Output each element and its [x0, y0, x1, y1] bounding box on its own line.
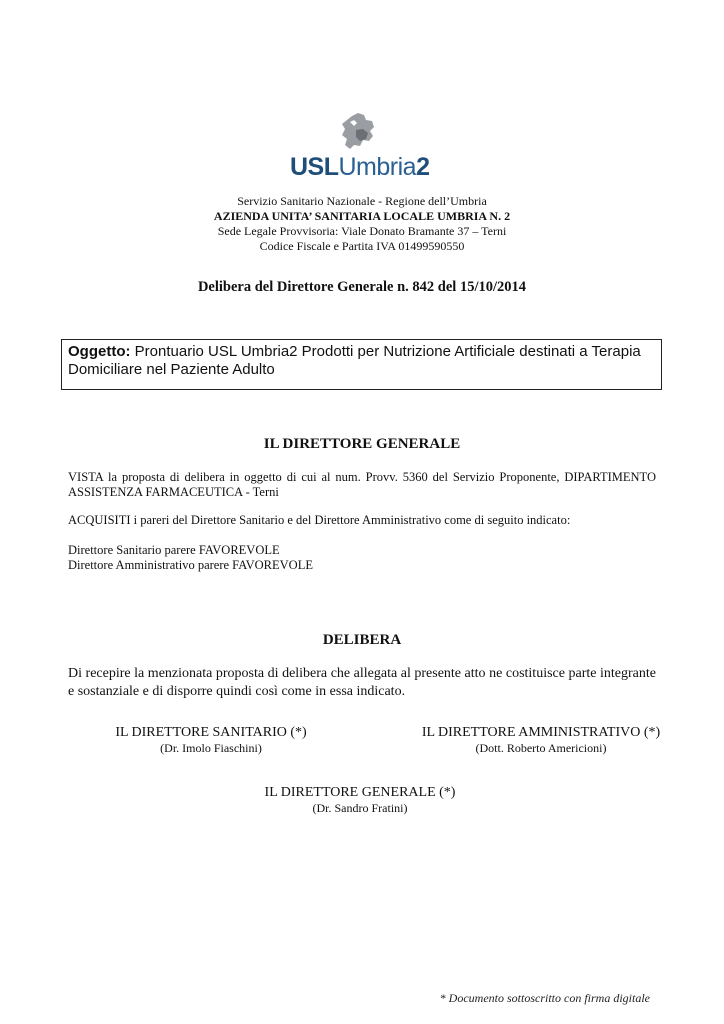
vista-paragraph: VISTA la proposta di delibera in oggetto di cui al num. Provv. 5360 del Servizio Proponente, DIPARTIMENTO ASSISTENZA FARMACEUTICA - Terni: [68, 470, 656, 499]
header-line-1: Servizio Sanitario Nazionale - Regione dell’Umbria: [237, 194, 487, 208]
decision-paragraph: Di recepire la menzionata proposta di delibera che allegata al presente atto ne costituisce parte integrante e sostanziale e di disporre quindi così come in essa indicato.: [68, 666, 656, 699]
umbria-map-icon: [290, 112, 435, 154]
director-heading: IL DIRETTORE GENERALE: [263, 436, 461, 452]
digital-signature-note: * Documento sottoscritto con firma digitale: [439, 991, 650, 1005]
signature-name: (Dott. Roberto Americioni): [475, 741, 607, 755]
signature-role: IL DIRETTORE GENERALE (*): [264, 785, 456, 800]
opinion-amministrativo: Direttore Amministrativo parere FAVOREVOLE: [68, 558, 313, 572]
usl-umbria2-logo: [290, 112, 435, 182]
opinion-sanitario: Direttore Sanitario parere FAVOREVOLE: [68, 543, 280, 557]
subject-box: [61, 339, 662, 390]
signature-name: (Dr. Imolo Fiaschini): [160, 741, 262, 755]
subject-text: Prontuario USL Umbria2 Prodotti per Nutrizione Artificiale destinati a Terapia Domiciliare nel Paziente Adulto: [68, 343, 641, 378]
document-title: Delibera del Direttore Generale n. 842 del 15/10/2014: [197, 279, 527, 295]
logo-text: [290, 152, 435, 182]
signature-role: IL DIRETTORE SANITARIO (*): [115, 725, 307, 740]
signature-amministrativo: [406, 724, 676, 756]
signature-generale: [235, 784, 485, 816]
signature-name: (Dr. Sandro Fratini): [312, 801, 408, 815]
logo-umbria: Umbria: [338, 153, 417, 181]
delibera-heading: DELIBERA: [322, 632, 402, 648]
logo-usl: USL: [290, 153, 339, 181]
signature-sanitario: [100, 724, 322, 756]
logo-number: 2: [416, 153, 430, 181]
opinions-list: [68, 543, 656, 573]
subject-label: Oggetto:: [68, 343, 131, 360]
letterhead: [0, 194, 724, 254]
acquisiti-paragraph: ACQUISITI i pareri del Direttore Sanitario e del Direttore Amministrativo come di seguito indicato:: [68, 513, 571, 527]
header-line-4: Codice Fiscale e Partita IVA 01499590550: [259, 239, 465, 253]
signature-role: IL DIRETTORE AMMINISTRATIVO (*): [421, 725, 661, 740]
header-line-2: AZIENDA UNITA’ SANITARIA LOCALE UMBRIA N. 2: [213, 209, 511, 223]
header-line-3: Sede Legale Provvisoria: Viale Donato Bramante 37 – Terni: [217, 224, 507, 238]
